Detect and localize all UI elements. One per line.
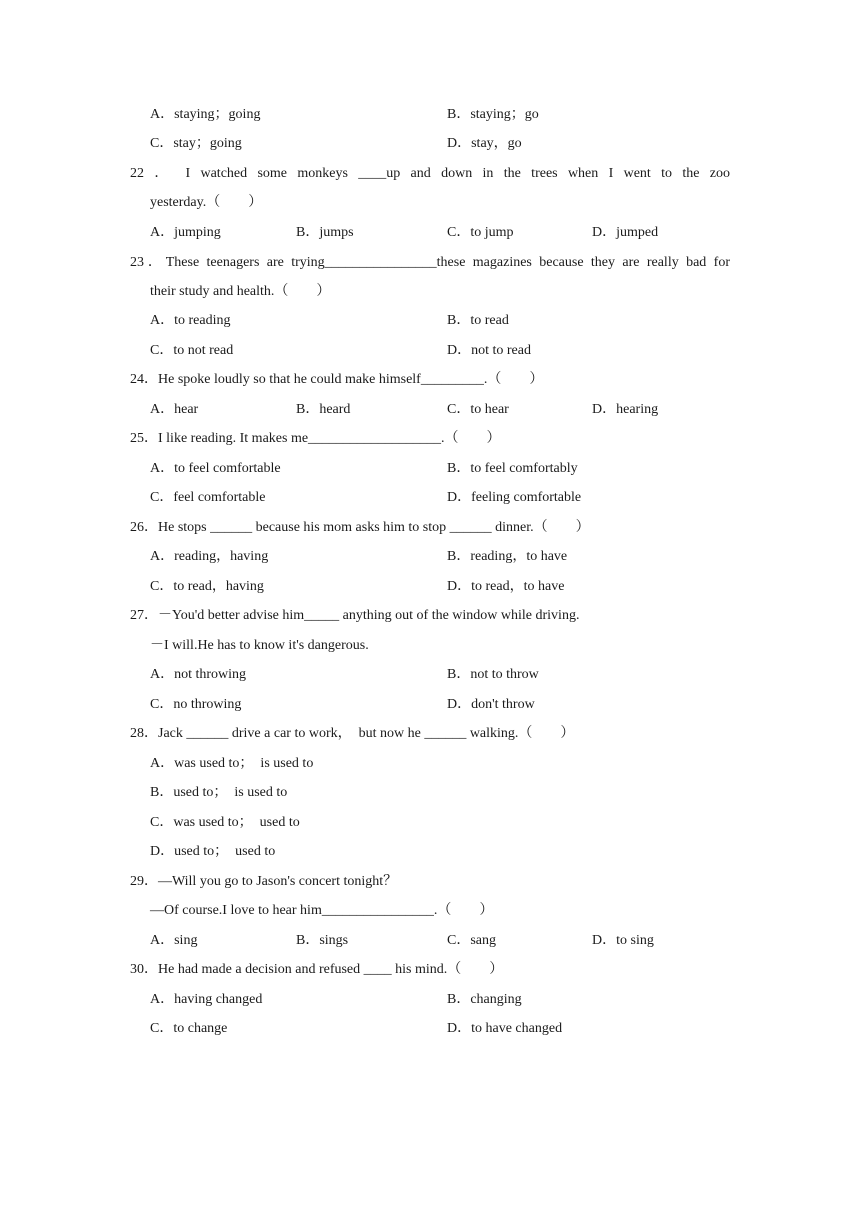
q28-option-d: D．used to； used to bbox=[150, 844, 276, 859]
q26-stem: 26．He stops ______ because his mom asks him to stop ______ dinner.（ ） bbox=[130, 520, 590, 535]
q29-option-c: C．sang bbox=[447, 933, 496, 948]
q30-option-a: A．having changed bbox=[150, 992, 263, 1007]
q26-option-b: B．reading，to have bbox=[447, 549, 568, 564]
q21-option-b: B．staying；go bbox=[447, 107, 539, 122]
q29-stem-line1: 29．—Will you go to Jason's concert tonight？ bbox=[130, 874, 398, 889]
q23-stem-line2: their study and health.（ ） bbox=[150, 284, 331, 299]
q30-option-b: B．changing bbox=[447, 992, 522, 1007]
q29-stem-line2: —Of course.I love to hear him________________.（ ） bbox=[150, 903, 494, 918]
q29-option-d: D．to sing bbox=[592, 933, 654, 948]
q24-option-c: C．to hear bbox=[447, 402, 509, 417]
q23-stem-line1: 23．These teenagers are trying________________these magazines because they are really bad for bbox=[130, 255, 730, 270]
q24-option-b: B．heard bbox=[296, 402, 351, 417]
q29-option-b: B．sings bbox=[296, 933, 349, 948]
q25-option-d: D．feeling comfortable bbox=[447, 490, 582, 505]
q27-option-c: C．no throwing bbox=[150, 697, 242, 712]
q24-stem: 24．He spoke loudly so that he could make himself_________.（ ） bbox=[130, 372, 544, 387]
q30-option-c: C．to change bbox=[150, 1021, 228, 1036]
q27-option-b: B．not to throw bbox=[447, 667, 539, 682]
q22-option-c: C．to jump bbox=[447, 225, 514, 240]
q21-option-d: D．stay，go bbox=[447, 136, 522, 151]
q21-option-a: A．staying；going bbox=[150, 107, 261, 122]
q22-stem-line1: 22 ． I watched some monkeys ____up and down in the trees when I went to the zoo bbox=[130, 166, 730, 181]
q30-stem: 30．He had made a decision and refused ____ his mind.（ ） bbox=[130, 962, 504, 977]
q29-option-a: A．sing bbox=[150, 933, 198, 948]
q22-option-a: A．jumping bbox=[150, 225, 221, 240]
q27-stem-line1: 27．－You'd better advise him_____ anything out of the window while driving. bbox=[130, 608, 580, 623]
q30-option-d: D．to have changed bbox=[447, 1021, 563, 1036]
q26-option-a: A．reading，having bbox=[150, 549, 269, 564]
q27-option-a: A．not throwing bbox=[150, 667, 247, 682]
q21-option-c: C．stay；going bbox=[150, 136, 242, 151]
q23-option-c: C．to not read bbox=[150, 343, 234, 358]
q23-option-d: D．not to read bbox=[447, 343, 531, 358]
q22-option-b: B．jumps bbox=[296, 225, 354, 240]
q23-option-b: B．to read bbox=[447, 313, 509, 328]
q28-option-b: B．used to； is used to bbox=[150, 785, 288, 800]
q28-option-c: C．was used to； used to bbox=[150, 815, 300, 830]
q25-option-a: A．to feel comfortable bbox=[150, 461, 281, 476]
q25-option-c: C．feel comfortable bbox=[150, 490, 266, 505]
q28-option-a: A．was used to； is used to bbox=[150, 756, 314, 771]
q27-option-d: D．don't throw bbox=[447, 697, 535, 712]
q22-stem-line2: yesterday.（ ） bbox=[150, 195, 263, 210]
q27-stem-line2: －I will.He has to know it's dangerous. bbox=[150, 638, 369, 653]
q26-option-d: D．to read，to have bbox=[447, 579, 565, 594]
q24-option-a: A．hear bbox=[150, 402, 199, 417]
q25-option-b: B．to feel comfortably bbox=[447, 461, 578, 476]
q22-option-d: D．jumped bbox=[592, 225, 659, 240]
q28-stem: 28．Jack ______ drive a car to work， but now he ______ walking.（ ） bbox=[130, 726, 575, 741]
q24-option-d: D．hearing bbox=[592, 402, 659, 417]
q23-option-a: A．to reading bbox=[150, 313, 231, 328]
q25-stem: 25．I like reading. It makes me___________________.（ ） bbox=[130, 431, 501, 446]
q26-option-c: C．to read，having bbox=[150, 579, 264, 594]
